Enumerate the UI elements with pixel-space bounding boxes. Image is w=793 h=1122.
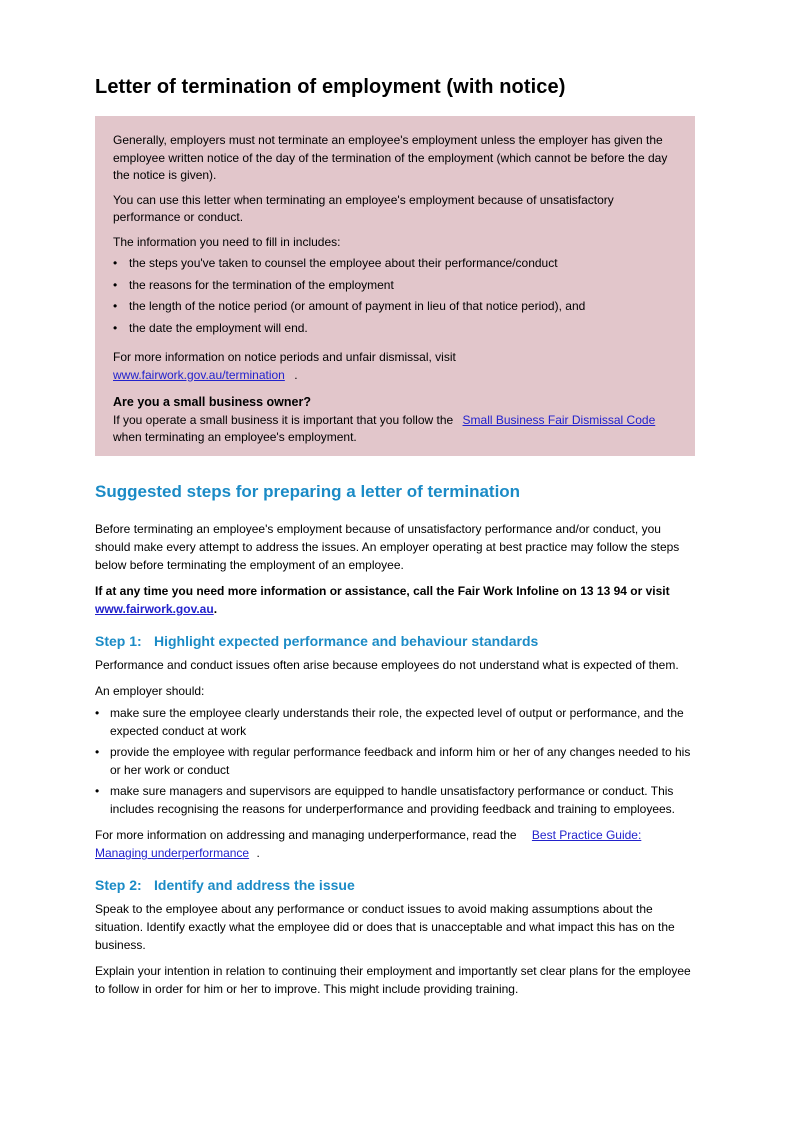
step1-paragraph: Performance and conduct issues often arise because employees do not understand what is expected of them. [95, 658, 679, 672]
list-item: • the reasons for the termination of the employment [113, 277, 677, 295]
small-business-code-link[interactable]: Small Business Fair Dismissal Code [462, 412, 656, 427]
step1-number: Step 1: [95, 633, 142, 649]
small-business-paragraph [113, 412, 677, 447]
step2-number: Step 2: [95, 877, 142, 893]
step1-more-info [95, 826, 693, 862]
guidance-paragraph: You can use this letter when terminating an employee's employment because of unsatisfactory performance or conduct. [113, 192, 614, 224]
best-practice-guide-link[interactable]: Best Practice Guide: Managing underperformance [95, 828, 642, 860]
step1-more-info-end: . [256, 846, 260, 860]
step2-paragraph: Explain your intention in relation to continuing their employment and importantly set clear plans for the employee to follow in order for him or her to improve. This might include providing training. [95, 964, 691, 996]
infoline-paragraph [95, 582, 693, 618]
step1-title: Highlight expected performance and behaviour standards [154, 633, 539, 649]
list-item: • the length of the notice period (or amount of payment in lieu of that notice period), and [113, 298, 677, 316]
guidance-paragraph: The information you need to fill in includes: [113, 234, 341, 249]
step1-list [95, 704, 693, 818]
small-business-heading: Are you a small business owner? [113, 395, 311, 409]
intro-paragraph: Before terminating an employee's employment because of unsatisfactory performance and/or conduct, you should make every attempt to address the issues. An employer operating at best practice may follow the steps below before terminating the employment of an employee. [95, 522, 680, 572]
list-item: • make sure managers and supervisors are equipped to handle unsatisfactory performance or conduct. This includes recognising the reasons for underperformance and providing feedback and training to employees. [95, 782, 693, 818]
infoline-text: If at any time you need more information or assistance, call the Fair Work Infoline on 13 13 94 or visit [95, 584, 670, 598]
section-body [95, 520, 693, 1006]
small-business-text: If you operate a small business it is important that you follow the [113, 412, 454, 427]
step1-paragraph: An employer should: [95, 684, 205, 698]
small-business-end: when terminating an employee's employment. [113, 430, 357, 444]
more-info-end: . [294, 367, 298, 382]
guidance-paragraph: Generally, employers must not terminate an employee's employment unless the employer has given the employee written notice of the day of the termination of the employment (which cannot be before the day the notice is given). [113, 133, 668, 182]
step2-paragraph: Speak to the employee about any performance or conduct issues to avoid making assumptions about the situation. Identify exactly what the employee did or does that is unacceptable and what impact this has on the business. [95, 902, 675, 952]
more-info-paragraph [113, 349, 677, 384]
step1-more-info-text: For more information on addressing and managing underperformance, read the [95, 828, 517, 842]
infoline-end: . [213, 602, 218, 616]
fill-in-list [113, 255, 677, 337]
step2-title: Identify and address the issue [154, 877, 355, 893]
list-item: • the steps you've taken to counsel the employee about their performance/conduct [113, 255, 677, 273]
step2-heading [95, 876, 693, 894]
termination-link[interactable]: www.fairwork.gov.au/termination [113, 367, 285, 382]
section-title: Suggested steps for preparing a letter of termination [95, 482, 521, 501]
more-info-text: For more information on notice periods and unfair dismissal, visit [113, 350, 456, 364]
fairwork-link[interactable]: www.fairwork.gov.au [95, 602, 214, 616]
list-item: • provide the employee with regular performance feedback and inform him or her of any changes needed to his or her work or conduct [95, 743, 693, 779]
guidance-box [95, 116, 695, 456]
step1-heading [95, 632, 693, 650]
document-title: Letter of termination of employment (with notice) [95, 76, 566, 98]
list-item: • the date the employment will end. [113, 320, 677, 338]
list-item: • make sure the employee clearly understands their role, the expected level of output or performance, and the expected conduct at work [95, 704, 693, 740]
